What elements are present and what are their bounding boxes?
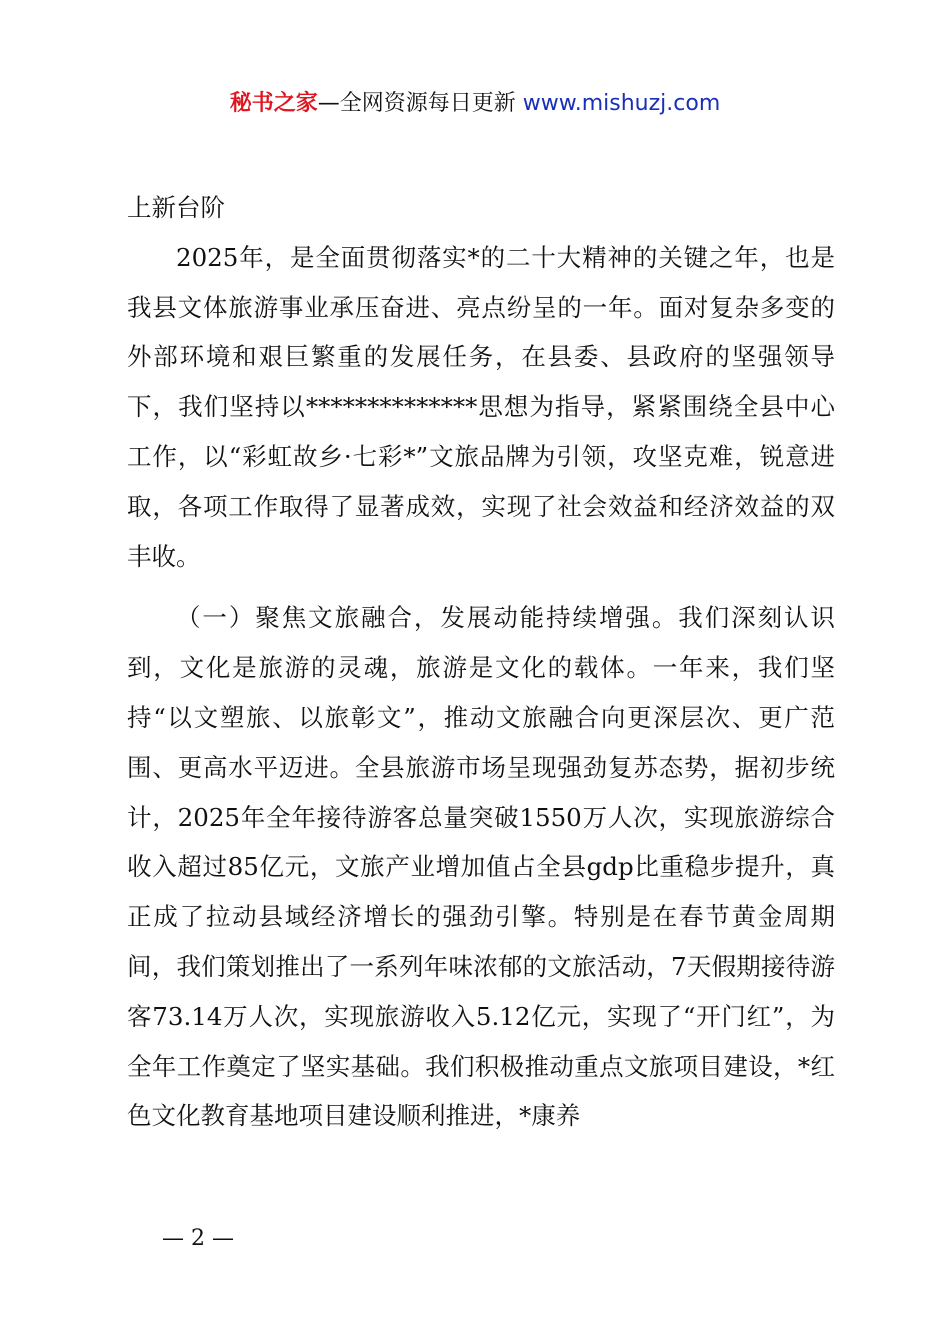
paragraph-annual-summary: 2025年，是全面贯彻落实*的二十大精神的关键之年，也是我县文体旅游事业承压奋进、亮点纷呈的一年。面对复杂多变的外部环境和艰巨繁重的发展任务，在县委、县政府的坚强领导下，我们坚持以**************思想为指导，紧紧围绕全县中心工作，以“彩虹故乡·七彩*”文旅品牌为引领，攻坚克难，锐意进取，各项工作取得了显著成效，实现了社会效益和经济效益的双丰收。 xyxy=(127,242,835,571)
page-number: — 2 — xyxy=(162,1226,234,1251)
brand-slogan: —全网资源每日更新 xyxy=(317,91,516,116)
paragraph-section-one: （一）聚焦文旅融合，发展动能持续增强。我们深刻认识到，文化是旅游的灵魂，旅游是文化的载体。一年来，我们坚持“以文塑旅、以旅彰文”，推动文旅融合向更深层次、更广范围、更高水平迈进。全县旅游市场呈现强劲复苏态势，据初步统计，2025年全年接待游客总量突破1550万人次，实现旅游综合收入超过85亿元，文旅产业增加值占全县gdp比重稳步提升，真正成了拉动县域经济增长的强劲引擎。特别是在春节黄金周期间，我们策划推出了一系列年味浓郁的文旅活动，7天假期接待游客73.14万人次，实现旅游收入5.12亿元，实现了“开门红”，为全年工作奠定了坚实基础。我们积极推动重点文旅项目建设，*红色文化教育基地项目建设顺利推进，*康养 xyxy=(127,603,835,1131)
document-body xyxy=(127,183,835,1141)
paragraph-continuation: 上新台阶 xyxy=(127,193,225,222)
site-watermark-header xyxy=(0,88,950,120)
site-url-link[interactable]: www.mishuzj.com xyxy=(522,91,721,116)
brand-name: 秘书之家 xyxy=(229,91,318,116)
